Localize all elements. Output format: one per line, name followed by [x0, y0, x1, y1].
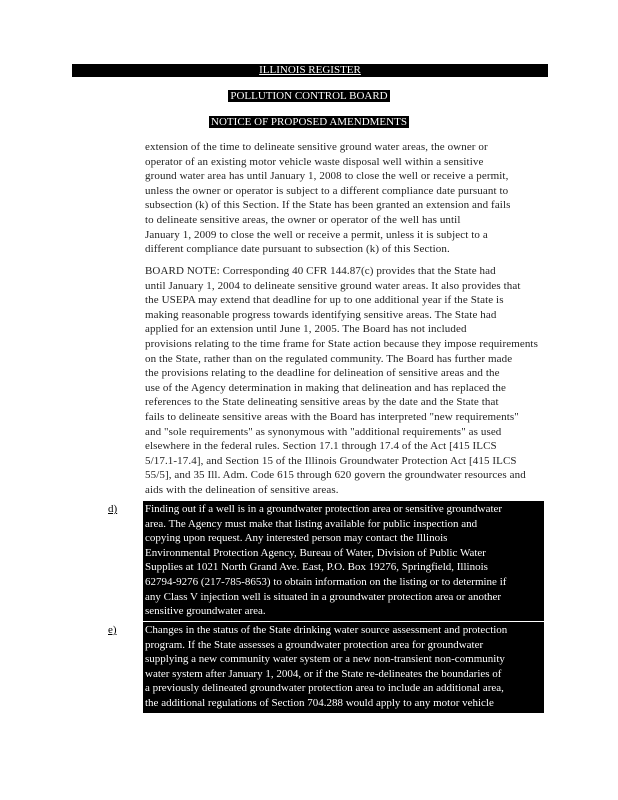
- text-line: references to the State delineating sensitive areas by the date and the State that: [145, 396, 499, 409]
- text-line: the provisions relating to the deadline for delineation of sensitive areas and the: [145, 367, 500, 380]
- text-line: use of the Agency determination in making that delineation and has replaced the: [145, 381, 507, 394]
- text-line: provisions relating to the time frame for State action because they impose requirements: [145, 337, 538, 350]
- text-line: until January 1, 2004 to delineate sensitive ground water areas. It also provides that: [145, 279, 521, 292]
- text-line: extension of the time to delineate sensitive ground water areas, the owner or: [145, 141, 488, 153]
- text-line: BOARD NOTE: Corresponding 40 CFR 144.87(c) provides that the State had: [145, 265, 496, 277]
- text-line: 5/17.1-17.4], and Section 15 of the Illinois Groundwater Protection Act [415 ILCS: [145, 454, 517, 467]
- text-line: and "sole requirements" as synonymous with "additional requirements" as used: [145, 425, 502, 438]
- text-line: elsewhere in the federal rules. Section 17.1 through 17.4 of the Act [415 ILCS: [145, 440, 497, 453]
- section-d-label: d): [108, 503, 118, 515]
- text-line: water system after January 1, 2004, or if the State re-delineates the boundaries of: [145, 667, 502, 680]
- section-d-text: [143, 501, 544, 621]
- text-line: the USEPA may extend that deadline for up to one additional year if the State is: [145, 294, 504, 307]
- register-header: [72, 64, 548, 77]
- text-line: copying upon request. Any interested person may contact the Illinois: [145, 532, 448, 545]
- text-line: on the State, rather than on the regulated community. The Board has further made: [145, 352, 513, 365]
- text-line: January 1, 2009 to close the well or receive a permit, unless it is subject to a: [145, 228, 488, 241]
- text-line: ground water area has until January 1, 2008 to close the well or receive a permit,: [145, 170, 509, 183]
- register-title: ILLINOIS REGISTER: [259, 64, 361, 76]
- text-line: to delineate sensitive areas, the owner or operator of the well has until: [145, 213, 461, 226]
- text-line: Finding out if a well is in a groundwater protection area or sensitive groundwater: [145, 503, 503, 515]
- notice-title: NOTICE OF PROPOSED AMENDMENTS: [211, 116, 407, 128]
- text-line: unless the owner or operator is subject to a different compliance date pursuant to: [145, 184, 509, 197]
- text-line: subsection (k) of this Section. If the State has been granted an extension and fails: [145, 199, 511, 212]
- text-line: any Class V injection well is situated in a groundwater protection area or another: [145, 590, 502, 603]
- text-line: Supplies at 1021 North Grand Ave. East, P.O. Box 19276, Springfield, Illinois: [145, 561, 488, 574]
- text-line: operator of an existing motor vehicle waste disposal well within a sensitive: [145, 155, 484, 168]
- text-line: a previously delineated groundwater protection area to include an additional area,: [145, 682, 504, 695]
- notice-header: [0, 116, 618, 129]
- paragraph-extension: [145, 140, 542, 257]
- text-line: 62794-9276 (217-785-8653) to obtain information on the listing or to determine if: [145, 575, 507, 588]
- board-header: [0, 90, 618, 103]
- text-line: program. If the State assesses a groundwater protection area for groundwater: [145, 638, 484, 651]
- text-line: the additional regulations of Section 704.288 would apply to any motor vehicle: [145, 696, 494, 709]
- text-line: aids with the delineation of sensitive areas.: [145, 483, 339, 496]
- paragraph-board-note: [145, 264, 542, 498]
- text-line: applied for an extension until June 1, 2005. The Board has not included: [145, 323, 467, 336]
- board-title: POLLUTION CONTROL BOARD: [230, 90, 388, 102]
- text-line: fails to delineate sensitive areas with the Board has interpreted "new requirements": [145, 410, 519, 423]
- text-line: making reasonable progress towards identifying sensitive areas. The State had: [145, 308, 497, 321]
- text-line: Changes in the status of the State drinking water source assessment and protection: [145, 624, 508, 636]
- text-line: supplying a new community water system or a new non-transient non-community: [145, 653, 505, 666]
- section-e-text: [143, 622, 544, 713]
- text-line: sensitive groundwater area.: [145, 605, 266, 618]
- text-line: area. The Agency must make that listing available for public inspection and: [145, 517, 478, 530]
- text-line: 55/5], and 35 Ill. Adm. Code 615 through 620 govern the groundwater resources and: [145, 469, 526, 482]
- section-e-label: e): [108, 624, 117, 636]
- text-line: different compliance date pursuant to subsection (k) of this Section.: [145, 243, 450, 256]
- text-line: Environmental Protection Agency, Bureau of Water, Division of Public Water: [145, 546, 486, 559]
